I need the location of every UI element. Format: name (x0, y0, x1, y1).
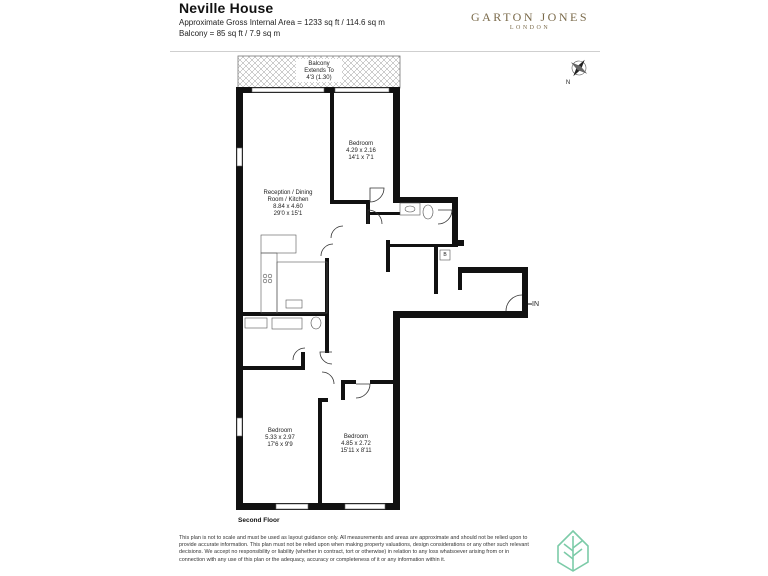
property-name: Neville House (179, 0, 274, 16)
kitchen-island (261, 235, 296, 253)
reception-name-1: Reception / Dining (263, 190, 313, 196)
cupboard-label: B (443, 252, 447, 258)
balcony-extent: 4'3 (1.30) (306, 75, 332, 81)
bedroom-top-imperial: 14'1 x 7'1 (348, 155, 374, 161)
door-entrance (506, 295, 522, 311)
leaf-logo-icon (558, 531, 588, 571)
gross-area-text: Approximate Gross Internal Area = 1233 sq ft / 114.6 sq m (179, 18, 385, 27)
reception-name-2: Room / Kitchen (267, 197, 309, 203)
door-reception-1 (331, 226, 343, 238)
shower-icon (245, 318, 267, 328)
compass-icon (565, 54, 593, 82)
hob-ring-icon (268, 279, 272, 283)
bedroom-left-metric: 5.33 x 2.97 (265, 435, 295, 441)
basin-icon-2 (272, 318, 302, 329)
door-hall (320, 352, 332, 364)
balcony-note: Extends To (304, 68, 334, 74)
bedroom-left-name: Bedroom (267, 428, 293, 434)
compass-label: N (565, 80, 571, 86)
disclaimer-text: This plan is not to scale and must be used as layout guidance only. All measurements and areas are approximate and should not be relied upon to provide accurate information. This plan must not be relied upon when making property valuations, design considerations or any other such relevant decisions. We accept no responsibility or liability (whether in contract, tort or otherwise) in relation to any loss whatsoever arising from or in connection with any use of this plan or the adequacy, accuracy or completeness of it or any information within it. (179, 535, 529, 563)
basin-bowl-icon (405, 206, 415, 212)
balcony-area-text: Balcony = 85 sq ft / 7.9 sq m (179, 29, 281, 38)
sink-icon (286, 300, 302, 308)
bedroom-top-metric: 4.29 x 2.16 (346, 148, 376, 154)
reception-metric: 8.84 x 4.60 (273, 204, 303, 210)
bedroom-top-name: Bedroom (348, 141, 374, 147)
reception-imperial: 29'0 x 15'1 (273, 211, 303, 217)
door-reception-2 (321, 244, 333, 256)
kitchen-units (261, 235, 327, 313)
room-labels (263, 141, 539, 454)
door-cupboard (438, 210, 452, 224)
hob-ring-icon (268, 274, 272, 278)
hob-ring-icon (263, 274, 267, 278)
brand-logo-subtitle: LONDON (509, 25, 551, 31)
floor-label: Second Floor (238, 517, 280, 524)
door-bedroom-right (356, 384, 370, 398)
toilet-icon (423, 205, 433, 219)
bedroom-left-imperial: 17'6 x 9'9 (267, 442, 293, 448)
balcony-label: Balcony (308, 61, 330, 67)
balcony (238, 56, 400, 88)
entrance-label: IN (532, 301, 539, 308)
basin-icon (400, 203, 420, 215)
brand-logo-name: GARTON JONES (470, 10, 590, 24)
bathroom-fixtures (245, 203, 450, 329)
bedroom-right-imperial: 15'11 x 8'11 (340, 448, 372, 454)
kitchen-counter (261, 253, 277, 313)
bedroom-right-metric: 4.85 x 2.72 (341, 441, 371, 447)
bedroom-right-name: Bedroom (343, 434, 369, 440)
door-bedroom-top (370, 188, 384, 202)
door-bedroom-left (322, 372, 334, 384)
hob-ring-icon (263, 279, 267, 283)
toilet-icon-2 (311, 317, 321, 329)
